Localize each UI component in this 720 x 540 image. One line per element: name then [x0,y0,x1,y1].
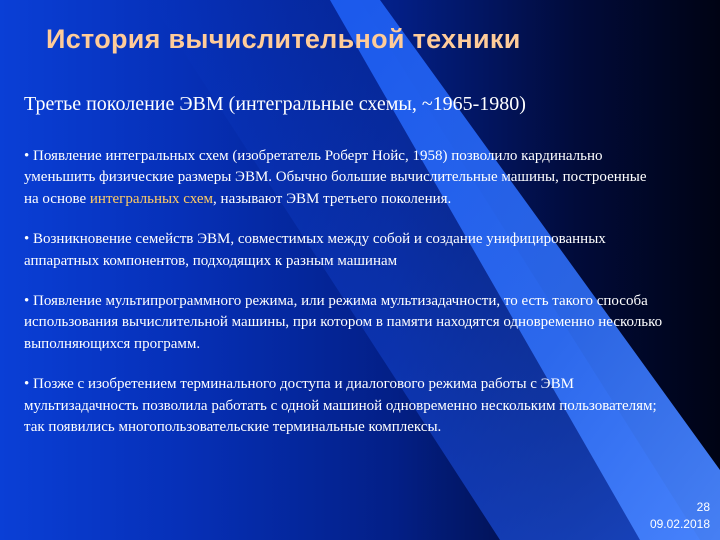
bullet-text: , называют ЭВМ третьего поколения. [213,190,452,207]
highlight-term: интегральных схем [89,190,214,207]
bullet-item: • Появление мультипрограммного режима, или режима мультизадачности, то есть такого способа использования вычислительной машины, при котором в памяти находятся одновременно несколько выполняющихся программ. [24,293,663,352]
bullet-item: • Позже с изобретением терминального доступа и диалогового режима работы с ЭВМ мультизадачность позволила работать с одной машиной одновременно нескольким пользователям; так появились многопользовательские терминальные комплексы. [24,376,657,436]
slide-date: 09.02.2018 [649,517,710,531]
bullet-text: • Появление интегральных схем (изобретатель Роберт Нойс, 1958) позволило кардинально уменьшить физические размеры ЭВМ. Обычно большие вычислительные машины, построенные на основе [24,148,647,207]
slide-title: История вычислительной техники [46,24,521,54]
bullet-list [24,146,664,457]
slide-subtitle: Третье поколение ЭВМ (интегральные схемы, ~1965-1980) [24,93,526,115]
bullet-item [24,146,664,210]
page-number: 28 [696,500,710,514]
bullet-item: • Возникновение семейств ЭВМ, совместимых между собой и создание унифицированных аппаратных компонентов, подходящих к разным машинам [24,231,606,269]
